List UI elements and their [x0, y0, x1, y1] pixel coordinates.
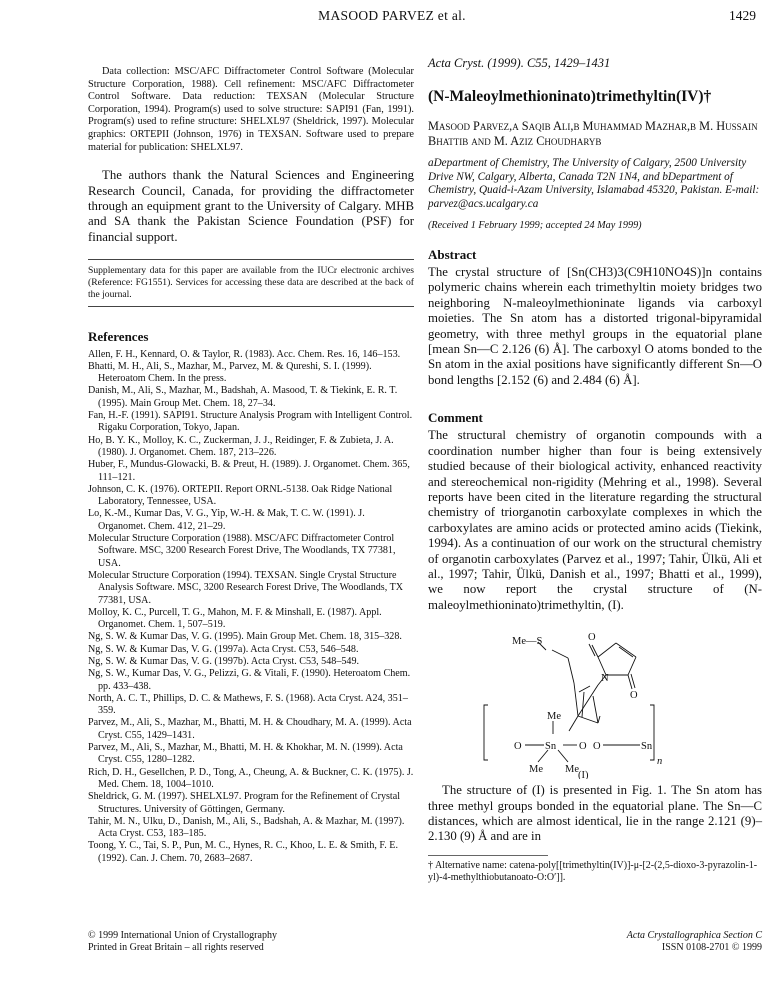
- tin-label: Sn: [641, 741, 653, 753]
- reference-item: Molecular Structure Corporation (1994). TEXSAN. Single Crystal Structure Analysis Software. MSC, 3200 Research Forest Drive, The Woodlands, TX 77381, USA.: [88, 569, 404, 606]
- reference-item: Toong, Y. C., Tai, S. P., Pun, M. C., Hynes, R. C., Khoo, L. E. & Smith, F. E. (1992). Can. J. Chem. 70, 2683–2687.: [88, 840, 398, 864]
- reference-item: Allen, F. H., Kennard, O. & Taylor, R. (1983). Acc. Chem. Res. 16, 146–153.: [88, 348, 401, 360]
- footer-right: [627, 930, 762, 954]
- data-collection-paragraph: Data collection: MSC/AFC Diffractometer Control Software (Molecular Structure Corporation, 1988). Cell refinement: MSC/AFC Diffractometer Control Software. Data reduction: TEXSAN (Molecular Structure Corporation, 1994). Program(s) used to solve structure: SAPI91 (Fan, 1991). Program(s) used to refine structure: SHELXL97 (Sheldrick, 1997). Molecular graphics: ORTEPII (Johnson, 1976) in TEXSAN. Software used to prepare material for publication: SHELXL97.: [88, 66, 414, 153]
- reference-item: Molecular Structure Corporation (1988). MSC/AFC Diffractometer Control Software. MSC, 3200 Research Forest Drive, The Woodlands, TX 77381, USA.: [88, 533, 396, 569]
- polymer-subscript: n: [657, 756, 663, 768]
- structure-paragraph: The structure of (I) is presented in Fig. 1. The Sn atom has three methyl groups bonded in the equatorial plane. The Sn—C distances, which are almost identical, lie in the range 2.121 (9)–2.130 (9) Å and are in: [428, 783, 762, 844]
- journal-name: Acta Crystallographica Section C: [626, 930, 762, 941]
- received-dates: (Received 1 February 1999; accepted 24 May 1999): [428, 220, 642, 232]
- references-heading: References: [88, 328, 149, 344]
- acknowledgement-paragraph: The authors thank the Natural Sciences and Engineering Research Council, Canada, for providing the diffractometer through an equipment grant to the University of Calgary. MHB and SA thank the Pakistan Science Foundation (PSF) for financial support.: [88, 168, 414, 244]
- reference-item: Sheldrick, G. M. (1997). SHELXL97. Program for the Refinement of Crystal Structures. University of Göttingen, Germany.: [88, 791, 401, 815]
- reference-list: [88, 349, 414, 865]
- article-citation: Acta Cryst. (1999). C55, 1429–1431: [428, 56, 611, 70]
- footnote: † Alternative name: catena-poly[[trimethyltin(IV)]-μ-[2-(2,5-dioxo-3-pyrazolin-1-yl)-4-methylthiobutanoato-O:O′]].: [428, 859, 758, 883]
- methyl-label: Me: [565, 764, 579, 776]
- divider: [88, 259, 414, 260]
- left-column: [88, 66, 414, 865]
- affiliation: aDepartment of Chemistry, The University of Calgary, 2500 University Drive NW, Calgary, Alberta, Canada T2N 1N4, and bDepartment of Chemistry, Quaid-i-Azam University, Islamabad 45320, Pakistan. E-mail: parvez@acs.ucalgary.ca: [428, 157, 760, 210]
- compound-label: (I): [578, 770, 589, 780]
- footer-left: [88, 930, 277, 954]
- article-title: (N-Maleoylmethioninato)trimethyltin(IV)†: [428, 88, 712, 105]
- oxygen-label: O: [579, 741, 587, 753]
- reference-item: Bhatti, M. H., Ali, S., Mazhar, M., Parvez, M. & Qureshi, S. I. (1999). Heteroatom Chem. In the press.: [88, 360, 372, 385]
- reference-item: Tahir, M. N., Ulku, D., Danish, M., Ali, S., Badshah, A. & Mazhar, M. (1997). Acta Cryst. C53, 183–185.: [88, 815, 405, 840]
- reference-item: North, A. C. T., Phillips, D. C. & Mathews, F. S. (1968). Acta Cryst. A24, 351–359.: [88, 692, 408, 717]
- supplementary-note: Supplementary data for this paper are available from the IUCr electronic archives (Reference: FG1551). Services for accessing these data are described at the back of the journal.: [88, 265, 414, 300]
- page-number: 1429: [729, 8, 756, 23]
- tin-label: Sn: [545, 741, 557, 753]
- running-header: [0, 8, 784, 28]
- reference-item: Ng, S. W. & Kumar Das, V. G. (1997a). Acta Cryst. C53, 546–548.: [88, 643, 359, 655]
- reference-item: Ng, S. W. & Kumar Das, V. G. (1995). Main Group Met. Chem. 18, 315–328.: [88, 631, 402, 643]
- reference-item: Parvez, M., Ali, S., Mazhar, M., Bhatti, M. H. & Khokhar, M. N. (1999). Acta Cryst. C55, 1280–1282.: [88, 742, 403, 766]
- reference-item: Lo, K.-M., Kumar Das, V. G., Yip, W.-H. & Mak, T. C. W. (1991). J. Organomet. Chem. 412, 21–29.: [88, 508, 365, 532]
- comment-text: The structural chemistry of organotin compounds with a coordination number higher than four is being extensively studied because of their biological activity, enhanced reactivity and stereochemical non-rigidity (Mehring et al., 1998). Several reports have been cited in the literature regarding the structural chemistry of triorganotin carboxylate complexes in which the carboxylates are amino acids or protected amino acids (Tiekink, 1994). As a continuation of our work on the structural chemistry of organotin carboxylates (Parvez et al., 1997; Tahir, Ülkü, Ali et al., 1997; Tahir, Ülkü, Danish et al., 1997; Bhatti et al., 1999), we now report the crystal structure of (N-maleoylmethioninato)trimethyltin, (I).: [428, 428, 762, 612]
- oxygen-label: O: [593, 741, 601, 753]
- nitrogen-label: N: [601, 673, 609, 685]
- divider: [88, 306, 414, 307]
- oxygen-label: O: [630, 690, 638, 702]
- reference-item: Huber, F., Mundus-Glowacki, B. & Preut, H. (1989). J. Organomet. Chem. 365, 111–121.: [88, 459, 410, 483]
- reference-item: Ho, B. Y. K., Molloy, K. C., Zuckerman, J. J., Reidinger, F. & Zubieta, J. A. (1980). J. Organomet. Chem. 187, 213–226.: [88, 434, 394, 458]
- comment-heading: Comment: [428, 410, 483, 426]
- reference-item: Danish, M., Ali, S., Mazhar, M., Badshah, A. Masood, T. & Tiekink, E. R. T. (1995). Main Group Met. Chem. 18, 27–34.: [88, 385, 398, 409]
- reference-item: Rich, D. H., Gesellchen, P. D., Tong, A., Cheung, A. & Buckner, C. K. (1975). J. Med. Chem. 18, 1004–1010.: [88, 766, 414, 790]
- chemical-scheme: [428, 613, 762, 779]
- reference-item: Johnson, C. K. (1976). ORTEPII. Report ORNL-5138. Oak Ridge National Laboratory, Tennessee, USA.: [88, 483, 393, 508]
- footnote-divider: [428, 855, 548, 856]
- reference-item: Ng, S. W., Kumar Das, V. G., Pelizzi, G. & Vitali, F. (1990). Heteroatom Chem. pp. 433–438.: [88, 668, 411, 692]
- methyl-label: Me: [547, 711, 561, 723]
- reference-item: Fan, H.-F. (1991). SAPI91. Structure Analysis Program with Intelligent Control. Rigaku Corporation, Tokyo, Japan.: [88, 410, 413, 434]
- reference-item: Molloy, K. C., Purcell, T. G., Mahon, M. F. & Minshall, E. (1987). Appl. Organomet. Chem. 1, 507–519.: [88, 606, 382, 631]
- issn: ISSN 0108-2701 © 1999: [661, 942, 762, 953]
- methyl-label: Me: [529, 764, 543, 776]
- me-s-label: Me—S: [512, 636, 543, 648]
- oxygen-label: O: [514, 741, 522, 753]
- oxygen-label: O: [588, 632, 596, 644]
- author-list: Masood Parvez,a Saqib Ali,b Muhammad Mazhar,b M. Hussain Bhattib and M. Aziz Choudharyb: [428, 119, 758, 149]
- abstract-text: The crystal structure of [Sn(CH3)3(C9H10NO4S)]n contains polymeric chains wherein each trimethyltin moiety bridges two neighboring N-maleoylmethioninate ligands via carboxyl moieties. The Sn atom has a distorted trigonal-bipyramidal geometry, with three methyl groups in the equatorial plane [mean Sn—C 2.126 (6) Å]. The carboxyl O atoms bonded to the Sn atom in the axial positions have significantly different Sn—O bond lengths [2.152 (6) and 2.484 (6) Å].: [428, 265, 762, 387]
- abstract-heading: Abstract: [428, 247, 477, 263]
- reference-item: Ng, S. W. & Kumar Das, V. G. (1997b). Acta Cryst. C53, 548–549.: [88, 656, 360, 667]
- copyright: © 1999 International Union of Crystallography: [88, 930, 277, 941]
- structure-diagram: [428, 613, 762, 779]
- running-title: MASOOD PARVEZ et al.: [318, 8, 466, 23]
- reference-item: Parvez, M., Ali, S., Mazhar, M., Bhatti, M. H. & Choudhary, M. A. (1999). Acta Cryst. C55, 1429–1431.: [88, 717, 412, 741]
- right-column: [428, 56, 762, 884]
- printed-note: Printed in Great Britain – all rights reserved: [88, 942, 264, 953]
